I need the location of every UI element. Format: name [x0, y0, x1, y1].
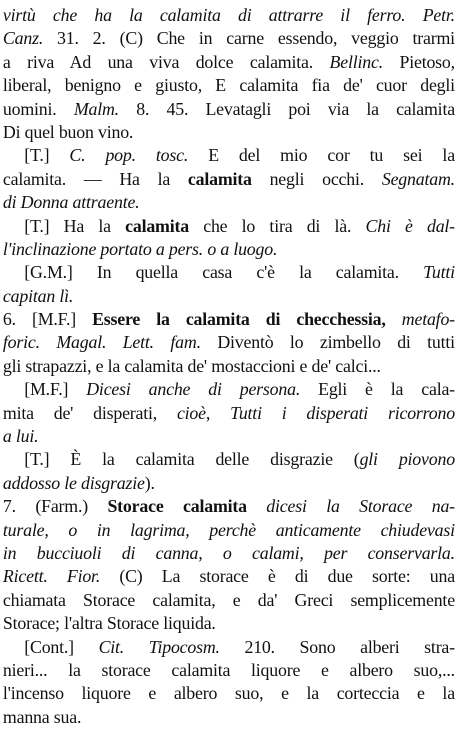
text-line	[3, 519, 455, 542]
text-line	[3, 144, 455, 167]
text-line	[3, 285, 455, 308]
text-run: Storace; l'altra Storace liquida.	[2, 613, 216, 634]
text-run: dicesi la Storace na-	[246, 496, 455, 517]
text-run: Segnatam.	[381, 168, 455, 189]
text-run: 31. 2. (C) Che in carne essendo, veggio trarmi	[43, 28, 455, 49]
text-run: [Cont.]	[24, 636, 99, 657]
text-run: Dicesi anche di persona.	[86, 379, 301, 400]
text-run: Storace calamita	[107, 496, 247, 517]
text-run: [G.M.] In quella casa c'è la calamita.	[24, 262, 424, 283]
text-run: Malm.	[73, 98, 119, 119]
text-run: [M.F.]	[24, 379, 87, 400]
text-run: Tutti	[423, 262, 455, 283]
text-line	[3, 355, 455, 378]
text-run: che lo tira di là.	[188, 215, 366, 236]
text-line	[3, 425, 455, 448]
text-run: ,	[205, 402, 231, 423]
text-line	[3, 448, 455, 471]
text-run: Essere la calamita di checchessia,	[92, 309, 386, 330]
text-line	[3, 542, 455, 565]
text-line	[3, 706, 455, 729]
text-line	[3, 27, 455, 50]
text-line	[3, 74, 455, 97]
text-run: gli strapazzi, e la calamita de' mostaccioni e de' calci...	[2, 355, 381, 376]
text-run: negli occhi.	[251, 168, 382, 189]
text-run: [T.] Ha la	[24, 215, 126, 236]
text-run: nieri... la storace calamita liquore e albero suo,...	[2, 659, 455, 680]
text-run: foric. Magal. Lett. fam.	[2, 332, 201, 353]
text-run: 6. [M.F.]	[2, 309, 93, 330]
text-line	[3, 378, 455, 401]
text-run: ).	[144, 472, 155, 493]
text-run: l'incenso liquore e albero suo, e la corteccia e la	[2, 683, 455, 704]
text-line	[3, 659, 455, 682]
text-run: liberal, benigno e giusto, E calamita fia de' cuor degli	[2, 75, 455, 96]
text-run: di Donna attraente.	[2, 192, 140, 213]
text-run: in bucciuoli di canna, o calami, per conservarla.	[2, 542, 455, 563]
text-run: Cit. Tipocosm.	[98, 636, 220, 657]
text-run: capitan lì.	[2, 285, 74, 306]
text-run: mita de' disperati,	[2, 402, 177, 423]
text-run: gli piovono	[359, 449, 455, 470]
text-line	[3, 51, 455, 74]
text-line	[3, 238, 455, 261]
text-line	[3, 98, 455, 121]
text-line	[3, 682, 455, 705]
text-line	[3, 612, 455, 635]
text-line	[3, 191, 455, 214]
text-run: [T.] È la calamita delle disgrazie (	[24, 449, 360, 470]
text-run: [T.]	[24, 145, 70, 166]
text-run: virtù che ha la calamita di attrarre il ferro. Petr.	[2, 5, 455, 25]
text-run: (C) La storace è di due sorte: una	[100, 566, 455, 587]
text-line	[3, 4, 455, 27]
text-run: C. pop. tosc.	[69, 145, 189, 166]
text-run: a lui.	[2, 426, 39, 447]
text-run: a riva Ad una viva dolce calamita.	[2, 51, 330, 72]
text-line	[3, 495, 455, 518]
text-run: l'inclinazione portato a pers. o a luogo.	[2, 238, 278, 259]
text-run: calamita. — Ha la	[2, 168, 188, 189]
text-run: Egli è la cala-	[300, 379, 455, 400]
text-line	[3, 402, 455, 425]
text-line	[3, 472, 455, 495]
text-body	[3, 4, 455, 729]
text-run: calamita	[125, 215, 189, 236]
text-line	[3, 261, 455, 284]
text-run: Di quel buon vino.	[2, 121, 134, 142]
text-run: Pietoso,	[382, 51, 455, 72]
text-run: metafo-	[385, 309, 455, 330]
text-line	[3, 308, 455, 331]
text-run: E del mio cor tu sei la	[188, 145, 455, 166]
text-line	[3, 589, 455, 612]
text-run: chiamata Storace calamita, e da' Greci semplicemente	[2, 589, 455, 610]
text-line	[3, 215, 455, 238]
text-line	[3, 168, 455, 191]
text-run: manna sua.	[2, 706, 82, 727]
text-run: Chi è dal-	[365, 215, 455, 236]
text-run: Canz.	[2, 28, 44, 49]
text-run: turale, o in lagrima, perchè anticamente chiudevasi	[2, 519, 455, 540]
text-run: Tutti i disperati ricorrono	[230, 402, 455, 423]
text-run: Diventò lo zimbello di tutti	[200, 332, 455, 353]
text-run: uomini.	[2, 98, 74, 119]
text-run: Bellinc.	[329, 51, 383, 72]
text-run: 7. (Farm.)	[2, 496, 108, 517]
text-run: cioè	[176, 402, 206, 423]
text-run: 8. 45. Levatagli poi via la calamita	[118, 98, 455, 119]
text-run: calamita	[187, 168, 252, 189]
text-line	[3, 565, 455, 588]
text-run: Ricett. Fior.	[2, 566, 101, 587]
text-line	[3, 636, 455, 659]
text-line	[3, 121, 455, 144]
text-run: addosso le disgrazie	[2, 472, 145, 493]
text-line	[3, 331, 455, 354]
text-run: 210. Sono alberi stra-	[219, 636, 455, 657]
